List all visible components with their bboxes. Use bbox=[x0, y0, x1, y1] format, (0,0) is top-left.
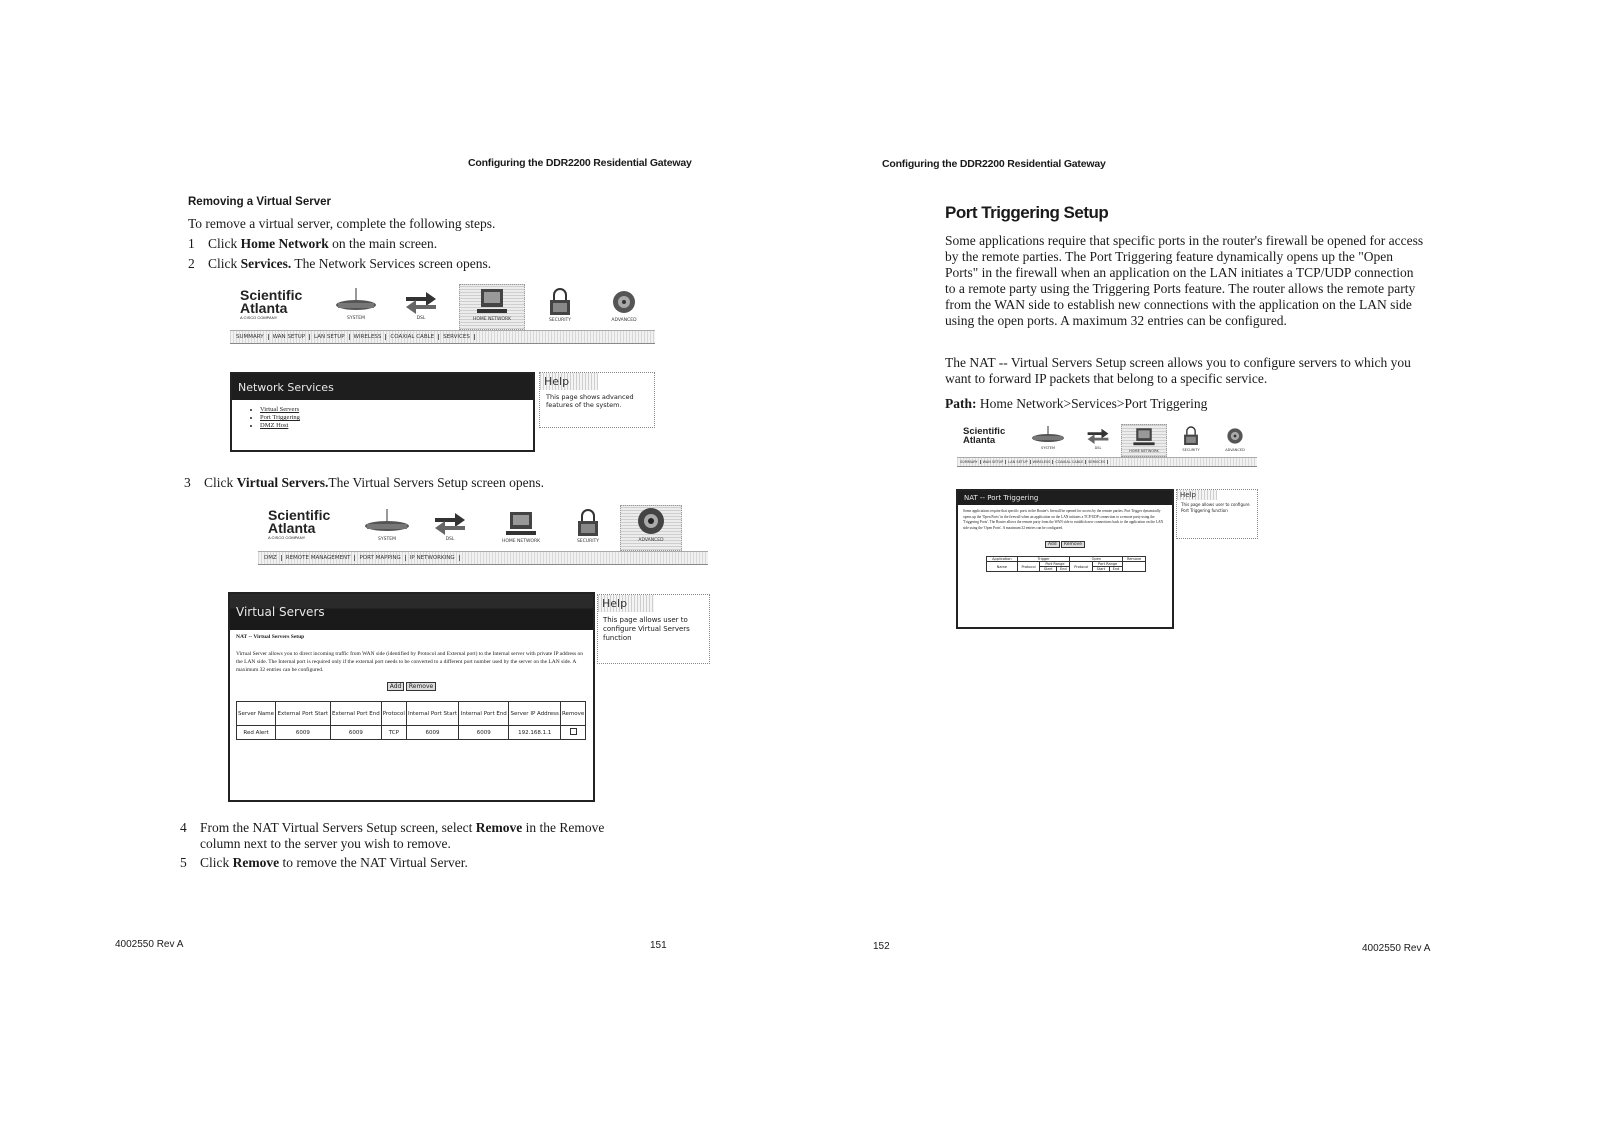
system-icon[interactable]: SYSTEM bbox=[352, 509, 422, 549]
screen-network-services-header bbox=[230, 284, 655, 350]
security-icon[interactable]: SECURITY bbox=[560, 509, 616, 549]
col-open: Open bbox=[1070, 557, 1123, 562]
tab-lan-setup[interactable]: LAN SETUP bbox=[1008, 460, 1030, 464]
network-services-panel bbox=[230, 372, 535, 452]
home-network-icon[interactable]: HOME NETWORK bbox=[486, 509, 556, 549]
dmz-host-link[interactable]: • DMZ Host bbox=[260, 422, 533, 430]
col-open-start: Start bbox=[1093, 567, 1110, 572]
cell-internal-port-end: 6009 bbox=[459, 726, 509, 740]
help-box bbox=[1176, 489, 1258, 539]
virtual-servers-link[interactable]: • Virtual Servers bbox=[260, 406, 533, 414]
help-title: Help bbox=[1177, 490, 1217, 500]
port-triggering-paragraph: Some applications require that specific ports in the router's firewall be opened for access by the remote parties. The Port Triggering feature dynamically opens up the "Open Ports" in the firewall when an application on the LAN initiates a TCP/UDP connection to a remote party using the Triggering Ports feature. The router allows the remote party from the WAN side to establish new connections with the application on the LAN side using the open ports. A maximum 32 entries can be configured. bbox=[945, 233, 1424, 328]
intro-text: To remove a virtual server, complete the following steps. bbox=[188, 216, 496, 231]
panel-title: Virtual Servers bbox=[230, 594, 593, 630]
virtual-servers-panel bbox=[228, 592, 595, 802]
col-open-port-range: Port Range bbox=[1093, 562, 1123, 567]
step-1: 1 Click Home Network on the main screen. bbox=[188, 236, 438, 251]
port-triggering-link[interactable]: • Port Triggering bbox=[260, 414, 533, 422]
tab-coaxial-cable[interactable]: COAXIAL CABLE bbox=[1055, 460, 1086, 464]
running-header-right: Configuring the DDR2200 Residential Gateway bbox=[882, 158, 1106, 170]
cell-remove bbox=[561, 726, 586, 740]
col-application: Application bbox=[987, 557, 1018, 562]
col-internal-port-end: Internal Port End bbox=[459, 702, 509, 726]
tab-remote-management[interactable]: REMOTE MANAGEMENT bbox=[286, 555, 356, 561]
tab-summary[interactable]: SUMMARY bbox=[960, 460, 981, 464]
virtual-servers-table bbox=[236, 701, 586, 740]
running-header-left: Configuring the DDR2200 Residential Gateway bbox=[468, 157, 692, 169]
help-box bbox=[539, 372, 655, 428]
services-tab-bar bbox=[957, 457, 1257, 467]
col-external-port-end: External Port End bbox=[330, 702, 381, 726]
scientific-atlanta-logo: Scientific Atlanta A CISCO COMPANY bbox=[268, 507, 331, 541]
dsl-icon[interactable]: DSL bbox=[1081, 426, 1115, 456]
system-icon[interactable]: SYSTEM bbox=[1025, 426, 1071, 456]
col-internal-port-start: Internal Port Start bbox=[406, 702, 459, 726]
cell-external-port-end: 6009 bbox=[330, 726, 381, 740]
col-protocol: Protocol bbox=[382, 702, 406, 726]
tab-port-mapping[interactable]: PORT MAPPING bbox=[359, 555, 405, 561]
col-name: Name bbox=[987, 562, 1018, 572]
cell-protocol: TCP bbox=[382, 726, 406, 740]
advanced-icon[interactable]: ADVANCED bbox=[1215, 426, 1255, 456]
scientific-atlanta-logo: Scientific Atlanta bbox=[963, 426, 1006, 446]
tab-services[interactable]: SERVICES bbox=[1088, 460, 1108, 464]
help-text: This page shows advanced features of the system. bbox=[546, 393, 634, 409]
help-box bbox=[597, 594, 710, 664]
home-network-icon[interactable]: HOME NETWORK bbox=[1121, 424, 1167, 457]
panel-title: Network Services bbox=[232, 374, 533, 400]
step-3: 3 Click Virtual Servers.The Virtual Servers Setup screen opens. bbox=[184, 475, 544, 490]
add-button[interactable]: Add bbox=[1045, 541, 1060, 548]
security-icon[interactable]: SECURITY bbox=[1173, 426, 1209, 456]
step-5: 5 Click Remove to remove the NAT Virtual Server. bbox=[180, 855, 468, 870]
step-4: 4 From the NAT Virtual Servers Setup screen, select Remove in the Remove column next to the server you wish to remove. bbox=[180, 820, 605, 851]
tab-summary[interactable]: SUMMARY bbox=[236, 334, 269, 340]
virtual-server-description: Virtual Server allows you to direct incoming traffic from WAN side (identified by Protocol and External port) to the Internal server with private IP address on the LAN side. The Internal port is required only if the external port needs to be converted to a different port number used by the server on the LAN side. A maximum 32 entries can be configured. bbox=[236, 651, 584, 673]
system-icon[interactable]: SYSTEM bbox=[328, 288, 384, 328]
col-trigger-protocol: Protocol bbox=[1017, 562, 1040, 572]
col-trigger-port-range: Port Range bbox=[1040, 562, 1070, 567]
help-title: Help bbox=[540, 373, 598, 390]
nat-paragraph: The NAT -- Virtual Servers Setup screen allows you to configure servers to which you want to forward IP packets that belong to a specific service. bbox=[945, 355, 1411, 386]
section-title: Removing a Virtual Server bbox=[188, 196, 331, 208]
security-icon[interactable]: SECURITY bbox=[535, 288, 585, 328]
col-server-name: Server Name bbox=[237, 702, 276, 726]
step-2: 2 Click Services. The Network Services screen opens. bbox=[188, 256, 492, 271]
table-header-row bbox=[237, 702, 586, 726]
page-number-left: 151 bbox=[650, 940, 667, 951]
action-buttons bbox=[230, 682, 593, 691]
tab-wan-setup[interactable]: WAN SETUP bbox=[983, 460, 1007, 464]
tab-wan-setup[interactable]: WAN SETUP bbox=[273, 334, 310, 340]
help-text: This page allows user to configure Virtual Servers function bbox=[603, 616, 690, 642]
action-buttons bbox=[958, 541, 1172, 548]
footer-doc-number-right: 4002550 Rev A bbox=[1362, 943, 1431, 954]
col-remove: Remove bbox=[1123, 557, 1146, 562]
page-number-right: 152 bbox=[873, 941, 890, 952]
tab-wireless[interactable]: WIRELESS bbox=[354, 334, 387, 340]
remove-button[interactable]: Remove bbox=[406, 682, 436, 691]
table-row bbox=[237, 726, 586, 740]
tab-dmz[interactable]: DMZ bbox=[264, 555, 282, 561]
scientific-atlanta-logo: Scientific Atlanta A CISCO COMPANY bbox=[240, 287, 303, 321]
help-text: This page allows user to configure Port Triggering function bbox=[1181, 502, 1250, 513]
services-link-list bbox=[260, 406, 533, 430]
col-open-end: End bbox=[1109, 567, 1122, 572]
tab-ip-networking[interactable]: IP NETWORKING bbox=[410, 555, 460, 561]
col-remove-blank bbox=[1123, 562, 1146, 572]
col-server-ip-address: Server IP Address bbox=[509, 702, 561, 726]
col-remove: Remove bbox=[561, 702, 586, 726]
cell-server-ip: 192.168.1.1 bbox=[509, 726, 561, 740]
dsl-icon[interactable]: DSL bbox=[428, 509, 472, 549]
col-trigger-end: End bbox=[1057, 567, 1070, 572]
home-network-icon[interactable]: HOME NETWORK bbox=[459, 284, 525, 330]
tab-lan-setup[interactable]: LAN SETUP bbox=[314, 334, 349, 340]
screen-virtual-servers-header bbox=[258, 505, 708, 567]
port-triggering-panel bbox=[956, 489, 1174, 629]
services-tab-bar bbox=[230, 330, 655, 344]
advanced-icon[interactable]: ADVANCED bbox=[598, 288, 650, 328]
col-open-protocol: Protocol bbox=[1070, 562, 1093, 572]
cell-external-port-start: 6009 bbox=[276, 726, 331, 740]
tab-services[interactable]: SERVICES bbox=[443, 334, 475, 340]
path-line: Path: Home Network>Services>Port Triggering bbox=[945, 396, 1208, 411]
advanced-icon[interactable]: ADVANCED bbox=[620, 505, 682, 551]
cell-server-name: Red Alert bbox=[237, 726, 276, 740]
port-triggering-table bbox=[986, 556, 1146, 572]
nat-setup-subtitle: NAT -- Virtual Servers Setup bbox=[236, 634, 305, 640]
screen-port-triggering-header bbox=[957, 424, 1257, 469]
help-title: Help bbox=[598, 595, 654, 612]
add-button[interactable]: Add bbox=[387, 682, 405, 691]
cell-internal-port-start: 6009 bbox=[406, 726, 459, 740]
dsl-icon[interactable]: DSL bbox=[396, 288, 446, 328]
tab-wireless[interactable]: WIRELESS bbox=[1033, 460, 1054, 464]
footer-doc-number-left: 4002550 Rev A bbox=[115, 939, 184, 950]
page-title: Port Triggering Setup bbox=[945, 203, 1109, 222]
col-trigger: Trigger bbox=[1017, 557, 1070, 562]
remove-button[interactable]: Remove bbox=[1061, 541, 1085, 548]
tab-coaxial-cable[interactable]: COAXIAL CABLE bbox=[390, 334, 439, 340]
port-triggering-description: Some applications require that specific ports in the Router's firewall be opened for access by the remote parties. Port Trigger dynamically opens up the 'Open Ports' in the firewall when an application on the LAN initiates a TCP/UDP connection to a remote party using the 'Triggering Ports'. The Router allows the remote party from the WAN side to establish new connections back to the application on the LAN side using the 'Open Ports'. A maximum 32 entries can be configured. bbox=[963, 509, 1164, 530]
col-external-port-start: External Port Start bbox=[276, 702, 331, 726]
panel-title: NAT -- Port Triggering bbox=[958, 491, 1172, 505]
remove-checkbox[interactable] bbox=[570, 728, 577, 735]
advanced-tab-bar bbox=[258, 551, 708, 565]
col-trigger-start: Start bbox=[1040, 567, 1057, 572]
